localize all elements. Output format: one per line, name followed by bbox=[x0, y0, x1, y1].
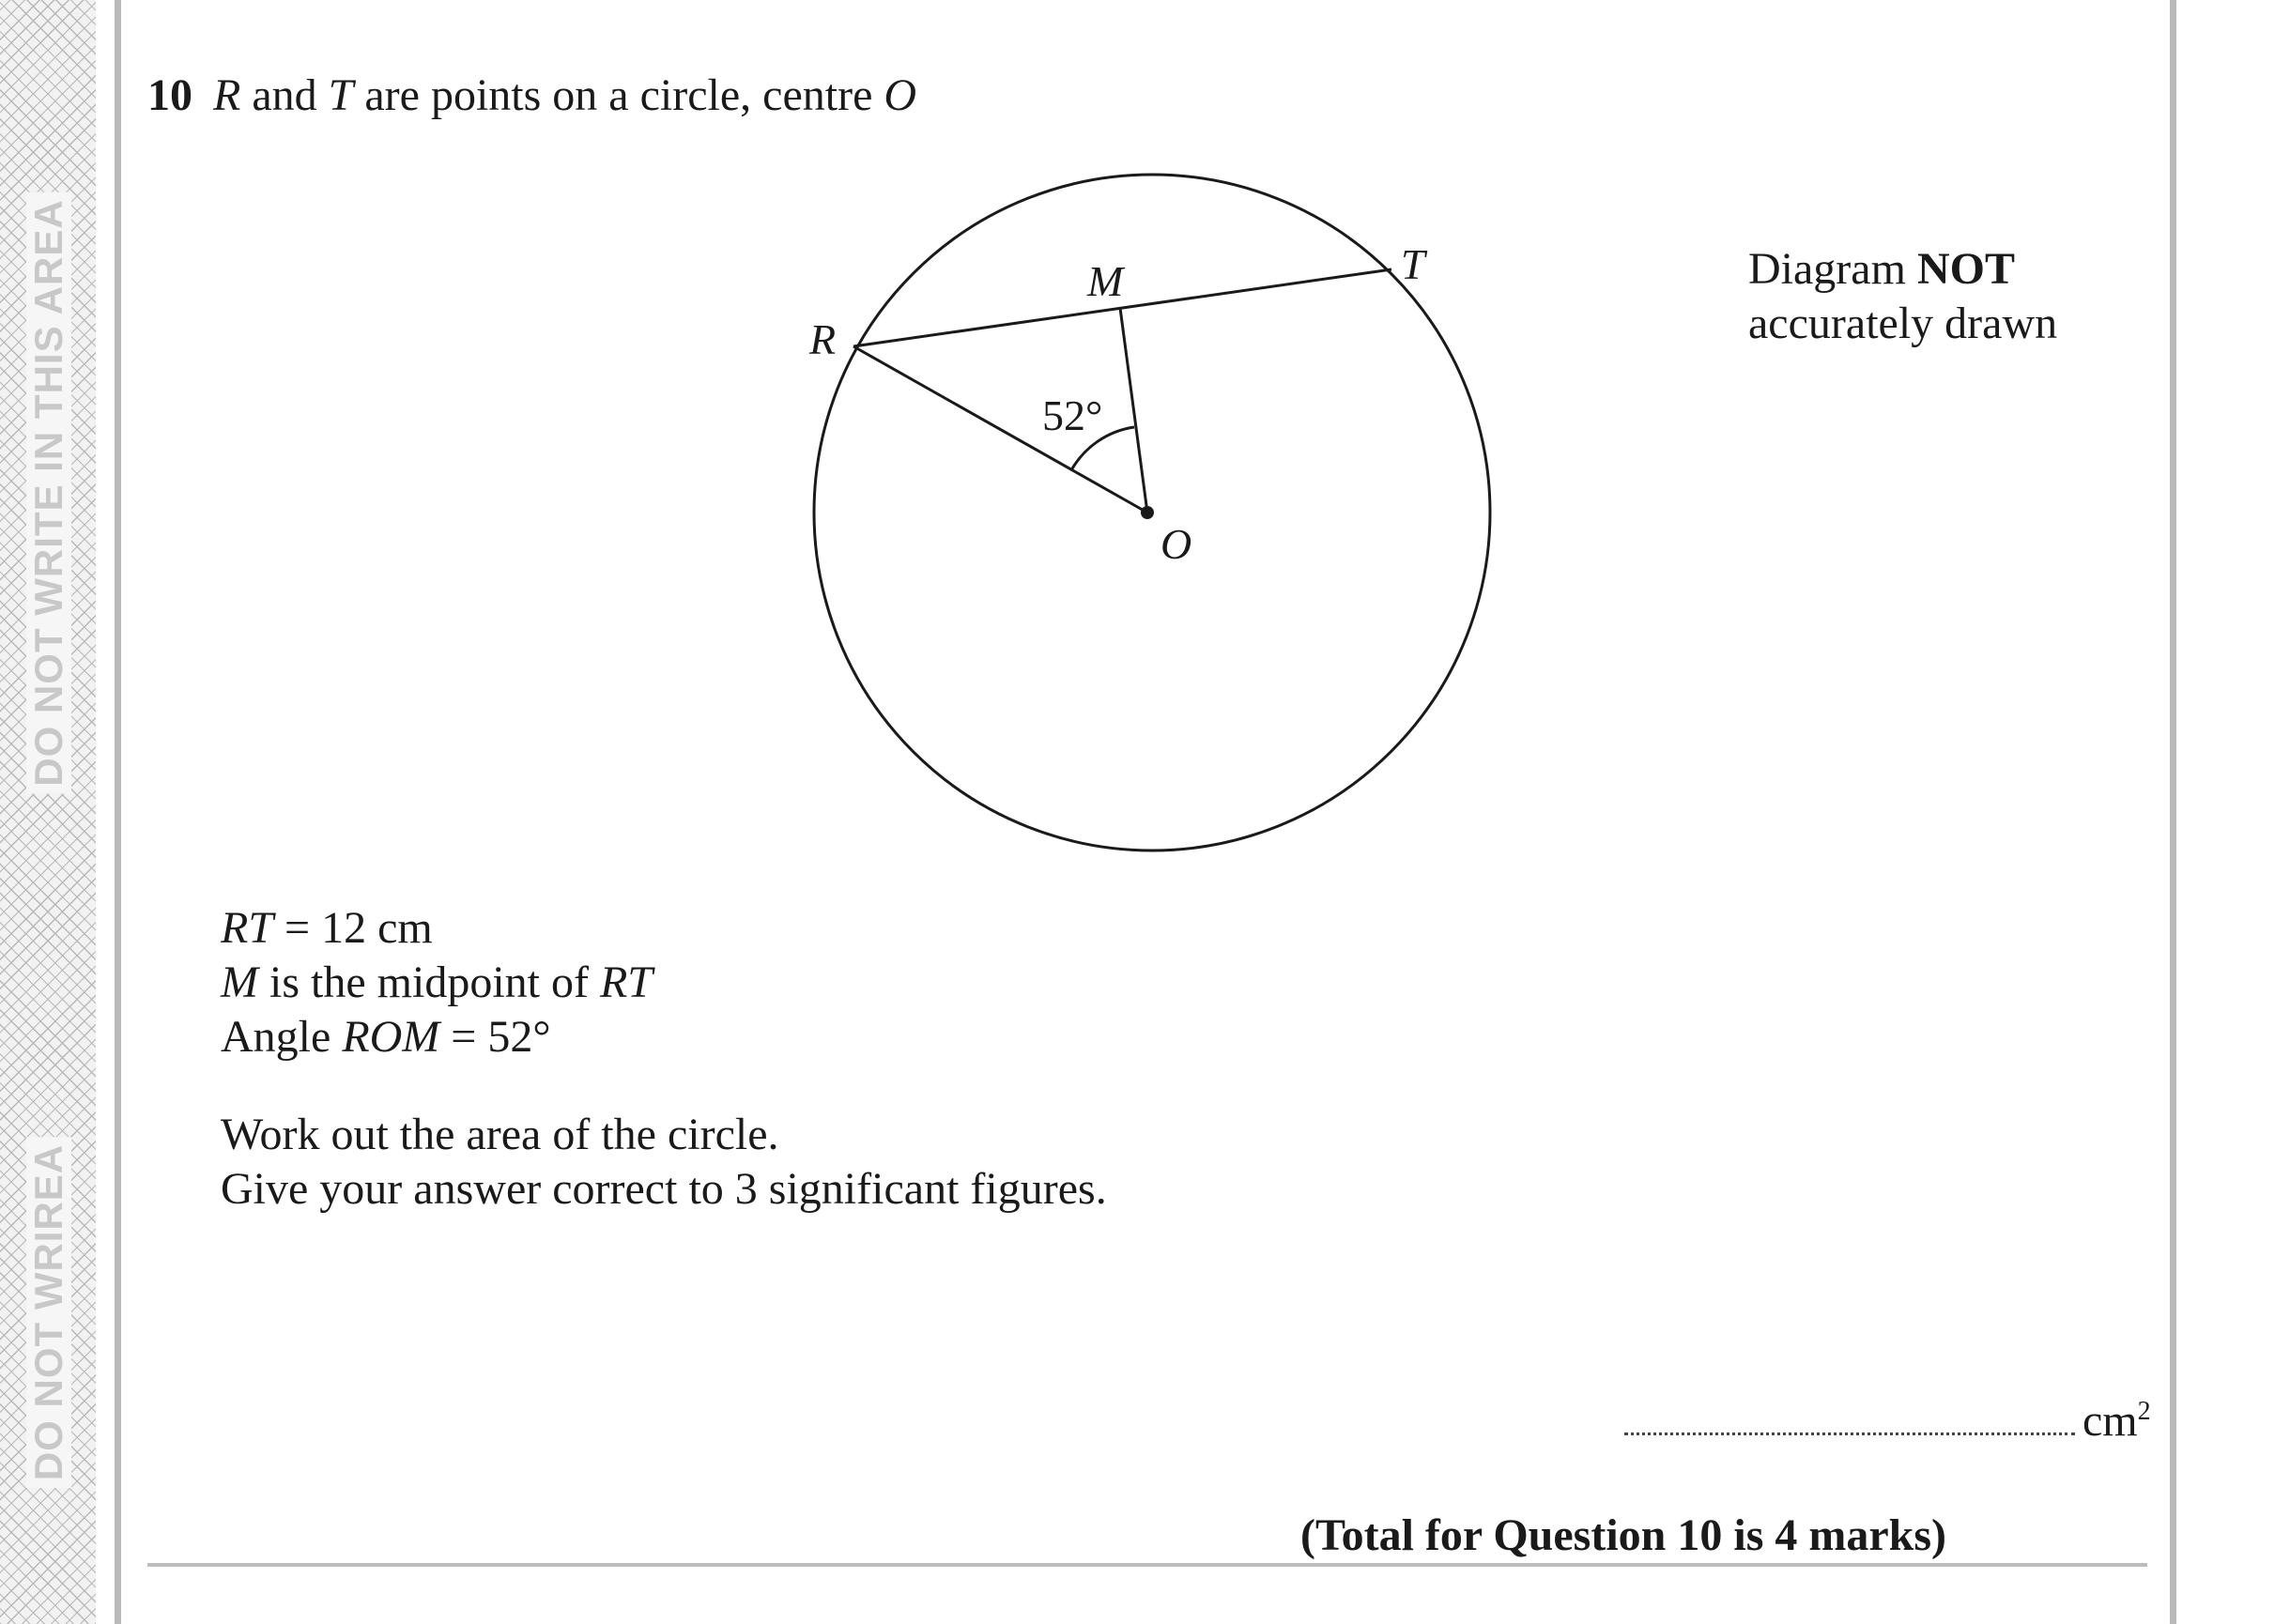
label-r: R bbox=[809, 315, 837, 363]
task-text bbox=[221, 1108, 1107, 1217]
segment-mo bbox=[1120, 308, 1147, 513]
answer-space[interactable] bbox=[1624, 1431, 2075, 1435]
margin-warning-top: DO NOT WRITE IN THIS AREA bbox=[26, 192, 71, 793]
question-number: 10 bbox=[147, 70, 192, 120]
task-line-2: Give your answer correct to 3 significant figures. bbox=[221, 1164, 1107, 1214]
label-o: O bbox=[1160, 520, 1192, 568]
label-t: T bbox=[1401, 240, 1425, 288]
margin-warning-bottom: DO NOT WRIREA bbox=[26, 1137, 71, 1488]
given-var-rt-2: RT bbox=[599, 958, 653, 1007]
given-rt-value: = 12 cm bbox=[273, 903, 433, 953]
given-angle-prefix: Angle bbox=[221, 1012, 343, 1062]
given-var-rt: RT bbox=[221, 903, 274, 953]
diagram-note bbox=[1748, 242, 2057, 351]
note-prefix: Diagram bbox=[1748, 244, 1917, 294]
centre-point bbox=[1141, 506, 1154, 519]
total-marks: (Total for Question 10 is 4 marks) bbox=[1300, 1510, 1947, 1560]
answer-line bbox=[1624, 1396, 2151, 1446]
note-line2: accurately drawn bbox=[1748, 299, 2058, 348]
angle-label: 52° bbox=[1042, 391, 1103, 439]
given-info bbox=[221, 901, 653, 1065]
answer-unit-power: 2 bbox=[2137, 1397, 2151, 1426]
note-bold: NOT bbox=[1916, 244, 2015, 294]
intro-var-o: O bbox=[884, 70, 917, 120]
given-line-2 bbox=[221, 956, 653, 1010]
task-line-1: Work out the area of the circle. bbox=[221, 1110, 779, 1159]
given-var-m: M bbox=[221, 958, 258, 1007]
intro-and: and bbox=[240, 70, 329, 120]
bottom-rule bbox=[147, 1563, 2147, 1567]
radius-ro bbox=[853, 346, 1147, 513]
given-midpoint-text: is the midpoint of bbox=[257, 958, 600, 1007]
intro-var-t: T bbox=[328, 70, 354, 120]
intro-var-r: R bbox=[213, 70, 241, 120]
label-m: M bbox=[1087, 257, 1124, 305]
answer-unit: cm bbox=[2083, 1396, 2138, 1446]
intro-mid: are points on a circle, centre bbox=[353, 70, 884, 120]
given-var-rom: ROM bbox=[342, 1012, 440, 1062]
given-line-1 bbox=[221, 901, 653, 956]
given-angle-value: = 52° bbox=[439, 1012, 551, 1062]
given-line-3 bbox=[221, 1010, 653, 1065]
